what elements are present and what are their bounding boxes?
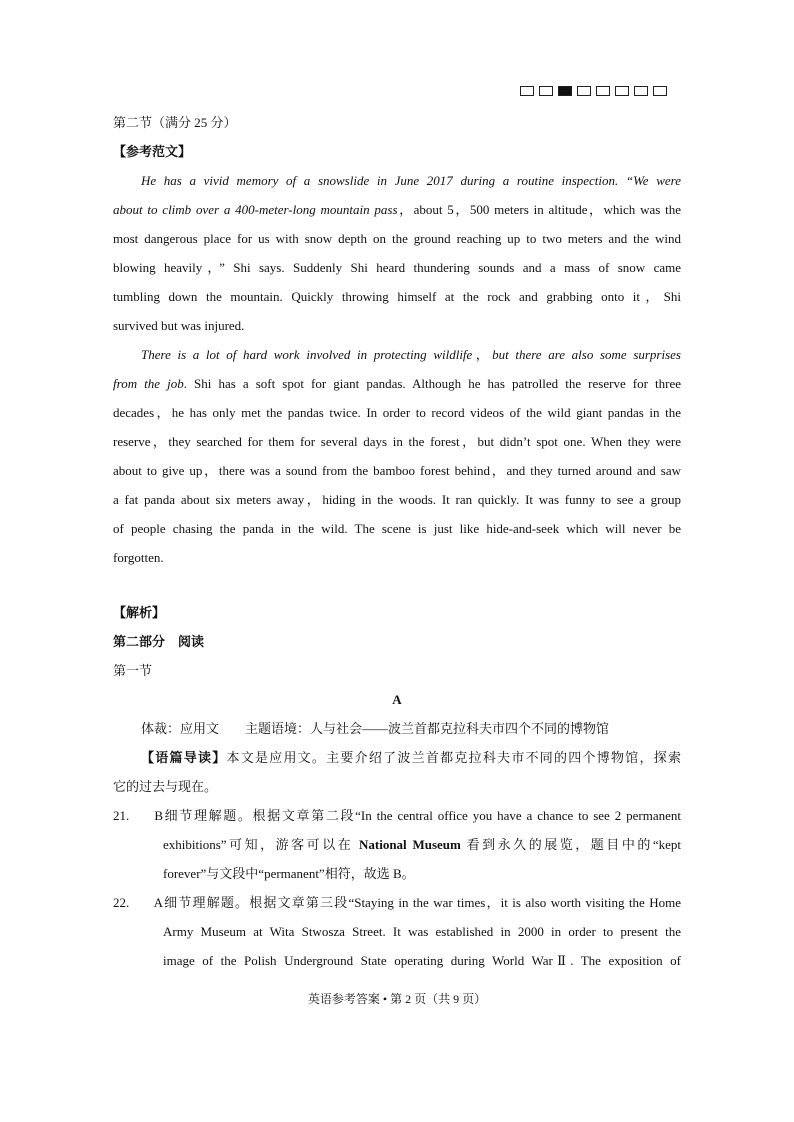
section-title: 第二节（满分 25 分） — [113, 115, 237, 130]
museum-name: National Museum — [359, 837, 461, 852]
essay-line: most dangerous place for us with snow depth on the ground reaching up to two meters and the wind — [113, 231, 681, 246]
page-mark — [539, 86, 553, 96]
q22-line-3: image of the Polish Underground State operating during World WarⅡ. The exposition of — [163, 953, 681, 968]
guide-line-1: 【语篇导读】本文是应用文。主要介绍了波兰首都克拉科夫市不同的四个博物馆，探索 — [141, 750, 681, 765]
guide-line-2: 它的过去与现在。 — [113, 779, 218, 794]
essay-line: tumbling down the mountain. Quickly throwing himself at the rock and grabbing onto it，Shi — [113, 289, 681, 304]
analysis-block — [113, 598, 681, 975]
page-mark — [558, 86, 572, 96]
page-mark — [577, 86, 591, 96]
essay-line: survived but was injured. — [113, 318, 245, 333]
essay-line: He has a vivid memory of a snowslide in June 2017 during a routine inspection. “We were — [141, 173, 681, 188]
page-mark — [520, 86, 534, 96]
essay-line: blowing heavily，” Shi says. Suddenly Shi heard thundering sounds and a mass of snow came — [113, 260, 681, 275]
essay-line: decades，he has only met the pandas twice. In order to record videos of the wild giant pandas in the — [113, 405, 681, 420]
essay-line: about to give up，there was a sound from the bamboo forest behind，and they turned around and saw — [113, 463, 681, 478]
passage-letter: A — [392, 692, 402, 707]
essay-line: There is a lot of hard work involved in protecting wildlife，but there are also some surprises — [141, 347, 681, 362]
q21-number: 21. B — [113, 808, 163, 823]
page-mark — [596, 86, 610, 96]
essay-line: from the job. Shi has a soft spot for giant pandas. Although he has patrolled the reserve for three — [113, 376, 681, 391]
page-mark — [653, 86, 667, 96]
essay-line: of people chasing the panda in the wild. The scene is just like hide-and-seek which will never be — [113, 521, 681, 536]
genre-line: 体裁：应用文 主题语境：人与社会——波兰首都克拉科夫市四个不同的博物馆 — [141, 721, 610, 736]
analysis-label: 【解析】 — [113, 605, 166, 620]
model-label: 【参考范文】 — [113, 144, 192, 159]
essay-line: a fat panda about six meters away，hiding in the woods. It ran quickly. It was funny to see a group — [113, 492, 681, 507]
q22-line-1: 22. A细节理解题。根据文章第三段“Staying in the war times，it is also worth visiting the Home — [113, 888, 681, 917]
model-essay — [113, 166, 681, 572]
essay-line: reserve，they searched for them for several days in the forest，but didn’t spot one. When they were — [113, 434, 682, 449]
q22-number: 22. A — [113, 895, 163, 910]
q22-line-2: Army Museum at Wita Stwosza Street. It was established in 2000 in order to present the — [163, 924, 681, 939]
page-mark — [634, 86, 648, 96]
q21-line-1: 21. B细节理解题。根据文章第二段“In the central office you have a chance to see 2 permanent — [113, 801, 681, 830]
essay-line: about to climb over a 400-meter-long mountain pass，about 5，500 meters in altitude，which was the — [113, 202, 681, 217]
q21-line-2: exhibitions”可知，游客可以在 National Museum 看到永久的展览，题目中的“kept — [163, 837, 682, 852]
q21-line-3: forever”与文段中“permanent”相符，故选 B。 — [163, 866, 415, 881]
part-heading: 第二部分 阅读 — [113, 634, 205, 649]
page-marks — [520, 86, 667, 96]
page-footer: 英语参考答案 • 第 2 页（共 9 页） — [307, 992, 487, 1006]
section-title-block — [113, 108, 681, 166]
section-heading: 第一节 — [113, 663, 153, 678]
essay-line: forgotten. — [113, 550, 164, 565]
page-mark — [615, 86, 629, 96]
